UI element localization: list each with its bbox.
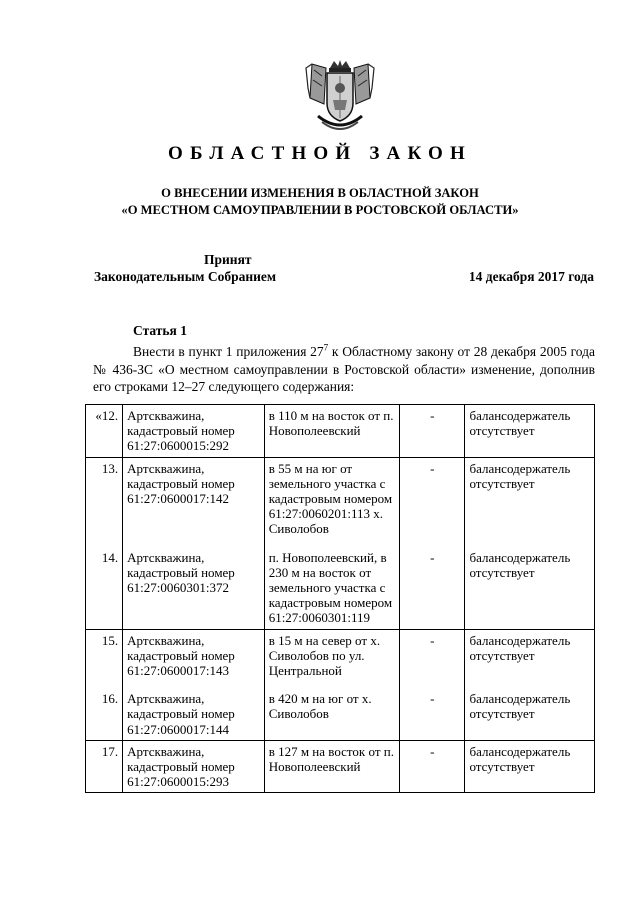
row-number: 16. [86, 681, 123, 740]
article-text-part2: к Областному закону от 28 декабря 2005 года № 436-ЗС «О местном самоуправлении в Ростовской области» изменение, дополнив его строками 12–27 следующего содержания: [93, 344, 595, 394]
adopted-by-assembly: Законодательным Собранием [94, 269, 277, 284]
row-object: Артскважина, кадастровый номер 61:27:0060301:372 [123, 540, 265, 630]
row-number: «12. [86, 405, 123, 458]
table-row [86, 681, 595, 740]
row-location: в 420 м на юг от х. Сиволобов [264, 681, 400, 740]
row-owner: балансодержатель отсутствует [465, 629, 595, 681]
row-location: в 15 м на север от х. Сиволобов по ул. Центральной [264, 629, 400, 681]
row-number: 13. [86, 457, 123, 540]
row-dash: - [400, 681, 465, 740]
table-row [86, 740, 595, 793]
row-owner: балансодержатель отсутствует [465, 405, 595, 458]
article-heading: Статья 1 [133, 323, 187, 338]
row-dash: - [400, 740, 465, 793]
table-row [86, 457, 595, 540]
row-dash: - [400, 405, 465, 458]
artesian-wells-table [85, 404, 595, 793]
row-number: 15. [86, 629, 123, 681]
row-number: 17. [86, 740, 123, 793]
article-body [93, 343, 595, 396]
row-owner: балансодержатель отсутствует [465, 740, 595, 793]
law-title: ОБЛАСТНОЙ ЗАКОН [168, 143, 472, 164]
article-superscript: 7 [323, 342, 329, 353]
coat-of-arms-emblem [300, 58, 380, 136]
row-owner: балансодержатель отсутствует [465, 681, 595, 740]
row-location: в 127 м на восток от п. Новополеевский [264, 740, 400, 793]
row-object: Артскважина, кадастровый номер 61:27:0600017:142 [123, 457, 265, 540]
row-location: в 110 м на восток от п. Новополеевский [264, 405, 400, 458]
row-object: Артскважина, кадастровый номер 61:27:0600017:144 [123, 681, 265, 740]
row-location: п. Новополеевский, в 230 м на восток от земельного участка с кадастровым номером 61:27:0060301:119 [264, 540, 400, 630]
row-dash: - [400, 629, 465, 681]
law-subtitle-line2: «О МЕСТНОМ САМОУПРАВЛЕНИИ В РОСТОВСКОЙ ОБЛАСТИ» [121, 203, 519, 217]
table-row [86, 405, 595, 458]
row-object: Артскважина, кадастровый номер 61:27:0600015:292 [123, 405, 265, 458]
row-owner: балансодержатель отсутствует [465, 540, 595, 630]
table-row [86, 540, 595, 630]
adopted-label: Принят [204, 252, 252, 267]
row-number: 14. [86, 540, 123, 630]
adoption-date: 14 декабря 2017 года [468, 269, 594, 284]
table-row [86, 629, 595, 681]
row-dash: - [400, 540, 465, 630]
row-location: в 55 м на юг от земельного участка с кадастровым номером 61:27:0060201:113 х. Сиволобов [264, 457, 400, 540]
row-object: Артскважина, кадастровый номер 61:27:0600015:293 [123, 740, 265, 793]
row-dash: - [400, 457, 465, 540]
article-text-part1: Внести в пункт 1 приложения 27 [133, 344, 324, 359]
row-owner: балансодержатель отсутствует [465, 457, 595, 540]
law-subtitle-line1: О ВНЕСЕНИИ ИЗМЕНЕНИЯ В ОБЛАСТНОЙ ЗАКОН [161, 186, 479, 200]
row-object: Артскважина, кадастровый номер 61:27:0600017:143 [123, 629, 265, 681]
